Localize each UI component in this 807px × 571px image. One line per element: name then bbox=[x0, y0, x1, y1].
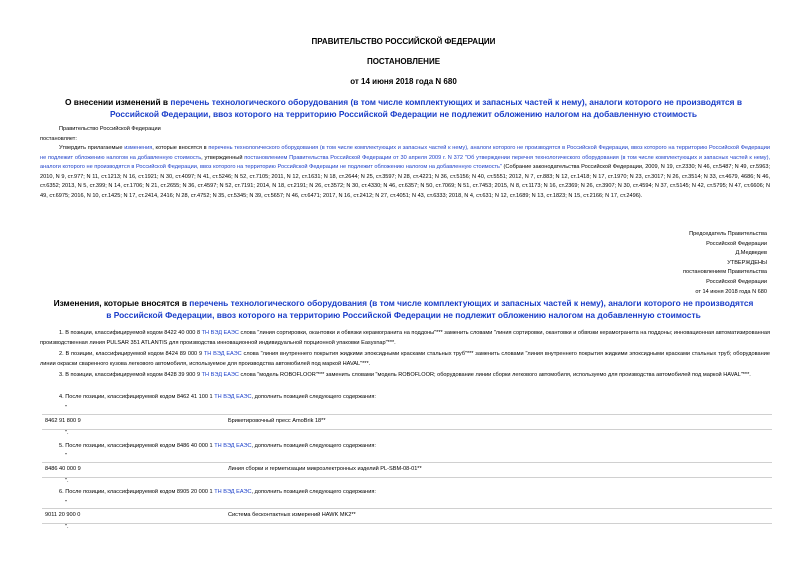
approved-line4: от 14 июня 2018 года N 680 bbox=[695, 288, 767, 295]
item-1-link[interactable]: ТН ВЭД ЕАЭС bbox=[201, 330, 239, 336]
p1-text-a: Утвердить прилагаемые bbox=[59, 145, 125, 151]
changes-title-prefix: Изменения, которые вносятся в bbox=[53, 298, 190, 308]
row-separator bbox=[42, 429, 772, 430]
item-6-text-a: 6. После позиции, классифицируемой кодом 8905 20 000 1 bbox=[59, 489, 215, 495]
item-4-quote-start: " bbox=[65, 405, 67, 411]
p1-text-b: , которые вносятся в bbox=[152, 145, 209, 151]
row-separator bbox=[42, 523, 772, 524]
p1-link-changes[interactable]: изменения bbox=[124, 145, 153, 151]
item-6-link[interactable]: ТН ВЭД ЕАЭС bbox=[214, 489, 252, 495]
changes-title bbox=[50, 297, 757, 321]
p1-link-decree[interactable]: постановлением Правительства Российской Федерации от 30 апреля 2009 г. N 372 "Об утверждении перечня технологического оборудования (в том числе комплектующих и запасных частей к нему), аналоги которого не производятся в Российской Федерации, ввоз которого на территорию Российской Федерации не подлежит обложению налогом на добавленную стоимость" bbox=[40, 154, 771, 171]
item-6 bbox=[40, 488, 770, 498]
row-2-code: 8486 40 000 9 bbox=[45, 466, 81, 472]
item-5-quote-start: " bbox=[65, 453, 67, 459]
row-separator bbox=[42, 477, 772, 478]
item-2-text-a: 2. В позиции, классифицируемой кодом 8424 89 000 9 bbox=[59, 351, 204, 357]
intro-line1: Правительство Российской Федерации bbox=[59, 126, 161, 132]
item-6-text-b: , дополнить позицией следующего содержания: bbox=[251, 489, 376, 495]
signature-line1: Председатель Правительства bbox=[689, 231, 767, 237]
header-date-number: от 14 июня 2018 года N 680 bbox=[350, 77, 457, 86]
row-1-desc: Брикетировочный пресс AmoBrik 18** bbox=[228, 418, 326, 424]
item-4-text-a: 4. После позиции, классифицируемой кодом 8462 41 100 1 bbox=[59, 394, 215, 400]
signature-line2: Российской Федерации bbox=[706, 240, 767, 247]
item-2-link[interactable]: ТН ВЭД ЕАЭС bbox=[203, 351, 242, 357]
item-1 bbox=[40, 329, 770, 348]
item-2-text-b: слова "линия внутреннего покрытия жидкими эпоксидными красками стальных труб"*** заменить словами "линия внутреннего покрытия жидкими эпоксидными красками стальных труб; оборудование линии окраски сваренного кузова легкового автомобиля, используемое для производства автомобилей под маркой HAVAL"***. bbox=[40, 351, 770, 367]
row-3-desc: Система бесконтактных измерений HAWK MK2** bbox=[228, 512, 356, 518]
row-1-code: 8462 91 800 9 bbox=[45, 418, 81, 424]
item-4-link[interactable]: ТН ВЭД ЕАЭС bbox=[214, 394, 252, 400]
item-6-quote-start: " bbox=[65, 500, 67, 506]
item-1-text-a: 1. В позиции, классифицируемой кодом 8422 40 000 8 bbox=[59, 330, 202, 336]
item-3-text-b: слова "модель ROBOFLOOR"*** заменить словами "модель ROBOFLOOR; оборудование линии сборки легкового автомобиля, используемо для производства автомобилей под маркой HAVAL"***. bbox=[238, 372, 751, 378]
changes-title-link[interactable]: перечень технологического оборудования (в том числе комплектующих и запасных частей к нему), аналоги которого не производятся в Российской Федерации, ввоз которого на территорию Российской Федерации не подлежит обложению налогом на добавленную стоимость bbox=[106, 298, 754, 320]
approved-line3: Российской Федерации bbox=[706, 278, 767, 285]
header-government: ПРАВИТЕЛЬСТВО РОССИЙСКОЙ ФЕДЕРАЦИИ bbox=[311, 37, 496, 46]
title-prefix: О внесении изменений в bbox=[64, 97, 171, 107]
item-4 bbox=[40, 393, 770, 403]
item-5-link[interactable]: ТН ВЭД ЕАЭС bbox=[214, 443, 252, 449]
item-3-text-a: 3. В позиции, классифицируемой кодом 8428 39 900 9 bbox=[59, 372, 202, 378]
header-doc-type: ПОСТАНОВЛЕНИЕ bbox=[366, 57, 441, 66]
item-5-quote-end: ". bbox=[65, 478, 69, 484]
item-4-quote-end: ". bbox=[65, 430, 69, 436]
document-title bbox=[40, 96, 767, 120]
item-5-text-a: 5. После позиции, классифицируемой кодом 8486 40 000 1 bbox=[59, 443, 215, 449]
p1-link-list[interactable]: перечень технологического оборудования (в том числе комплектующих и запасных частей к нему), аналоги которого не производятся в Российской Федерации, ввоз которого на территорию Российской Федерации не подлежит обложению налогом на добавленную стоимость bbox=[40, 145, 770, 161]
row-separator bbox=[42, 508, 772, 509]
signature-block bbox=[567, 230, 767, 297]
row-separator bbox=[42, 414, 772, 415]
item-3-link[interactable]: ТН ВЭД ЕАЭС bbox=[201, 372, 239, 378]
signature-line3: Д.Медведев bbox=[735, 250, 767, 257]
item-4-text-b: , дополнить позицией следующего содержания: bbox=[251, 394, 376, 400]
item-1-text-b: слова "линия сортировки, окантовки и обвязки керамогранита на поддоны"*** заменить словами "линия сортировки, окантовки и обвязки керамогранита на поддоны; инновационная автоматизированная производственная линия PULSAR 351 ATLANTIS для производства инновационной индивидуальной порционной упаковки Easysnap"***. bbox=[40, 330, 770, 346]
title-link[interactable]: перечень технологического оборудования (в том числе комплектующих и запасных частей к нему), аналоги которого не производятся в Российской Федерации, ввоз которого на территорию Российской Федерации не подлежит обложению налогом на добавленную стоимость bbox=[110, 97, 743, 119]
approved-line2: постановлением Правительства bbox=[682, 269, 767, 276]
p1-text-d: (Собрание законодательства Российской Федерации, 2009, N 19, ст.2330; N 46, ст.5487; N 49, ст.5963; 2010, N 9, ст.977; N 11, ст.1213; N 16, ст.1921; N 30, ст.4097; N 41, ст.5246; N 52, ст.7105; 2011, N 12, ст.1631; N 18, ст.2644; N 25, ст.3597; N 28, ст.4221; N 36, ст.5156; N 40, ст.5551; 2012, N 7, ст.883; N 12, ст.1418; N 17, ст.1970; N 23, ст.3017; N 26, ст.3514; N 33, ст.4679, 4686; N 46, ст.6352; 2013, N 5, ст.399; N 14, ст.1706; N 21, ст.2655; N 36, ст.4597; N 52, ст.7191; 2014, N 18, ст.2191; N 26, ст.3572; N 30, ст.4330; N 46, ст.6357; N 50, ст.7069; N 51, ст.7453; 2015, N 8, ст.1173; N 16, ст.2369; N 26, ст.3907; N 30, ст.4594; N 37, ст.5145; N 42, ст.5795; N 47, ст.6606; N 49, ст.6975; 2016, N 10, ст.1425; N 17, ст.2414, 2416; N 28, ст.4752; N 35, ст.5345; N 39, ст.5657; N 46, ст.6471; 2017, N 16, ст.2412; N 27, ст.4051; N 43, ст.6333; 2018, N 4, ст.631; N 12, ст.1689; N 13, ст.1823; N 15, ст.2166; N 17, ст.2496). bbox=[40, 164, 770, 199]
row-3-code: 9011 20 900 0 bbox=[45, 512, 81, 518]
item-2 bbox=[40, 350, 770, 369]
item-5 bbox=[40, 442, 770, 452]
p1-text-c: , утвержденный bbox=[201, 154, 245, 161]
item-6-quote-end: ". bbox=[65, 524, 69, 530]
intro-paragraph bbox=[40, 144, 770, 202]
row-2-desc: Линия сборки и герметизации микроэлектронных изделий PL-SBM-08-01** bbox=[228, 466, 422, 472]
row-separator bbox=[42, 462, 772, 463]
approved-line1: УТВЕРЖДЕНЫ bbox=[727, 259, 767, 266]
item-5-text-b: , дополнить позицией следующего содержания: bbox=[251, 443, 376, 449]
item-3 bbox=[40, 371, 770, 381]
intro-line2: постановляет: bbox=[40, 135, 77, 142]
intro-government bbox=[40, 125, 770, 144]
